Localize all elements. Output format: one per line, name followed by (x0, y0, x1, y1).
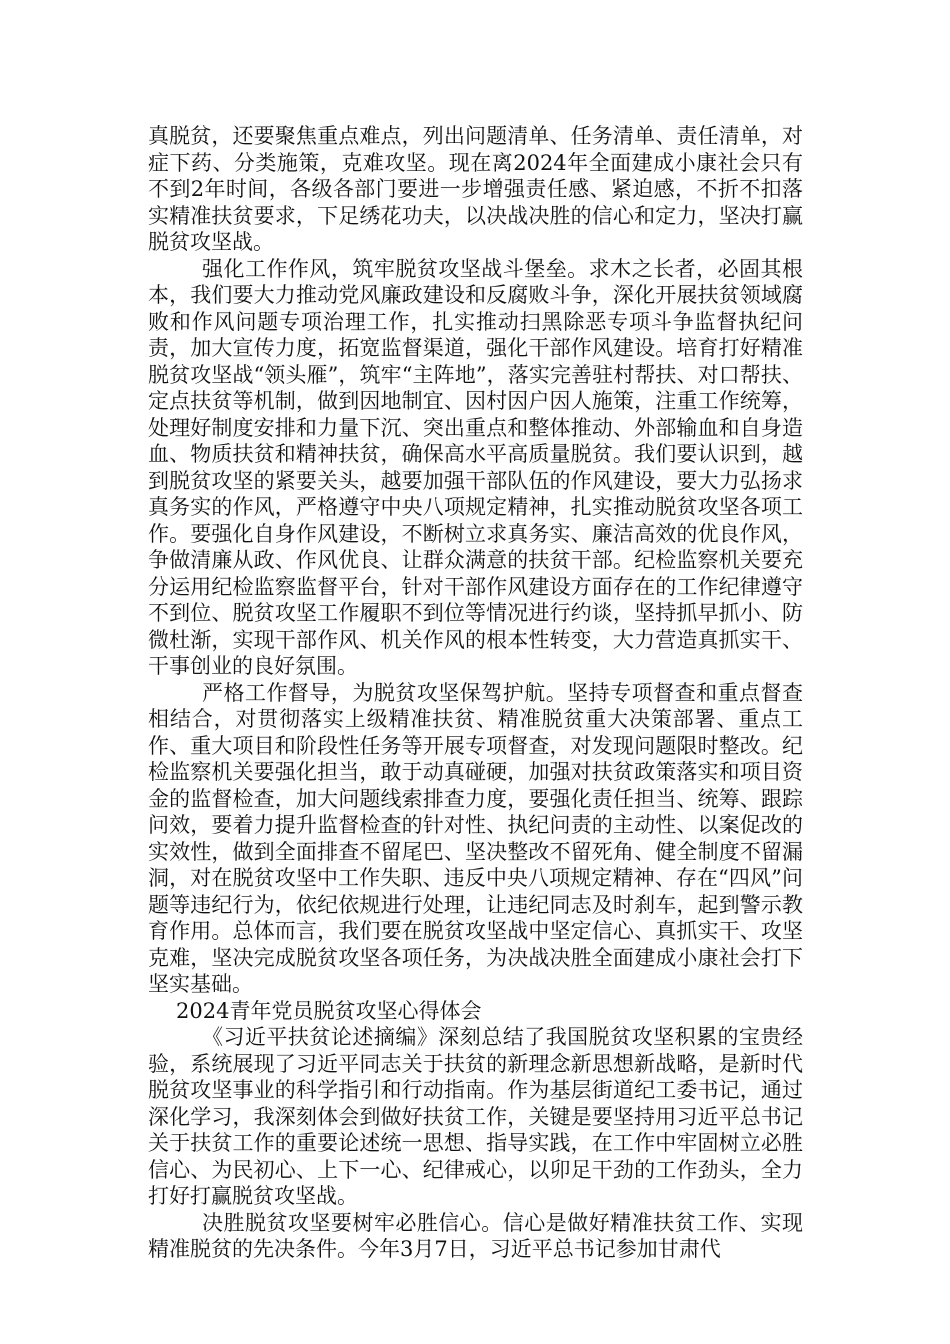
document-body (148, 123, 803, 1263)
section-title: 2024青年党员脱贫攻坚心得体会 (176, 998, 482, 1023)
paragraph-work-style: 强化工作作风，筑牢脱贫攻坚战斗堡垒。求木之长者，必固其根本，我们要大力推动党风廉政建设和反腐败斗争，深化开展扶贫领域腐败和作风问题专项治理工作，扎实推动扫黑除恶专项斗争监督执纪问责，加大宣传力度，拓宽监督渠道，强化干部作风建设。培育打好精准脱贫攻坚战“领头雁”，筑牢“主阵地”，落实完善驻村帮扶、对口帮扶、定点扶贫等机制，做到因地制宜、因村因户因人施策，注重工作统筹，处理好制度安排和力量下沉、突出重点和整体推动、外部输血和自身造血、物质扶贫和精神扶贫，确保高水平高质量脱贫。我们要认识到，越到脱贫攻坚的紧要关头，越要加强干部队伍的作风建设，要大力弘扬求真务实的作风，严格遵守中央八项规定精神，扎实推动脱贫攻坚各项工作。要强化自身作风建设，不断树立求真务实、廉洁高效的优良作风，争做清廉从政、作风优良、让群众满意的扶贫干部。纪检监察机关要充分运用纪检监察监督平台，针对干部作风建设方面存在的工作纪律遵守不到位、脱贫攻坚工作履职不到位等情况进行约谈，坚持抓早抓小、防微杜渐，实现干部作风、机关作风的根本性转变，大力营造真抓实干、干事创业的良好氛围。 (148, 256, 803, 678)
paragraph-supervision: 严格工作督导，为脱贫攻坚保驾护航。坚持专项督查和重点督查相结合，对贯彻落实上级精准扶贫、精准脱贫重大决策部署、重点工作、重大项目和阶段性任务等开展专项督查，对发现问题限时整改。纪检监察机关要强化担当，敢于动真碰硬，加强对扶贫政策落实和项目资金的监督检查，加大问题线索排查力度，要强化责任担当、统筹、跟踪问效，要着力提升监督检查的针对性、执纪问责的主动性、以案促改的实效性，做到全面排查不留尾巴、坚决整改不留死角、健全制度不留漏洞，对在脱贫攻坚中工作失职、违反中央八项规定精神、存在“四风”问题等违纪行为，依纪依规进行处理，让违纪同志及时刹车，起到警示教育作用。总体而言，我们要在脱贫攻坚战中坚定信心、真抓实干、攻坚克难，坚决完成脱贫攻坚各项任务，为决战决胜全面建成小康社会打下坚实基础。 (148, 680, 803, 996)
paragraph-confidence: 决胜脱贫攻坚要树牢必胜信心。信心是做好精准扶贫工作、实现精准脱贫的先决条件。今年3月7日，习近平总书记参加甘肃代 (148, 1210, 803, 1261)
paragraph-intro-continuation: 真脱贫，还要聚焦重点难点，列出问题清单、任务清单、责任清单，对症下药、分类施策，克难攻坚。现在离2024年全面建成小康社会只有不到2年时间，各级各部门要进一步增强责任感、紧迫感，不折不扣落实精准扶贫要求，下足绣花功夫，以决战决胜的信心和定力，坚决打赢脱贫攻坚战。 (148, 124, 803, 254)
paragraph-book-review: 《习近平扶贫论述摘编》深刻总结了我国脱贫攻坚积累的宝贵经验，系统展现了习近平同志关于扶贫的新理念新思想新战略，是新时代脱贫攻坚事业的科学指引和行动指南。作为基层街道纪工委书记，通过深化学习，我深刻体会到做好扶贫工作，关键是要坚持用习近平总书记关于扶贫工作的重要论述统一思想、指导实践，在工作中牢固树立必胜信心、为民初心、上下一心、纪律戒心，以卯足干劲的工作劲头，全力打好打赢脱贫攻坚战。 (148, 1025, 803, 1208)
